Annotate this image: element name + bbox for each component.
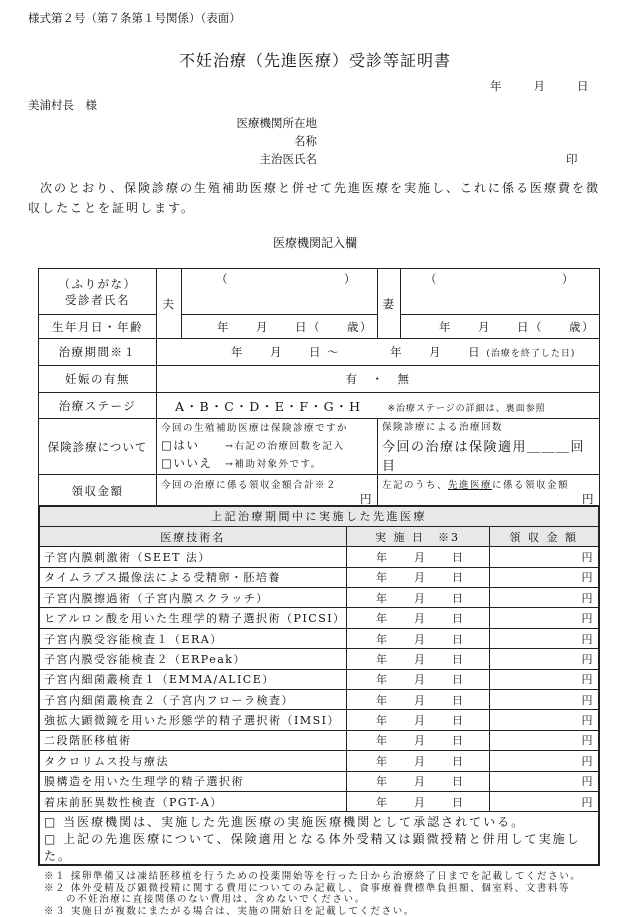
technique-name: ヒアルロン酸を用いた生理学的精子選択術（PICSI） — [39, 608, 346, 628]
month-label: 月 — [414, 571, 427, 585]
year-label: 年 — [376, 632, 389, 646]
year-label: 年 — [376, 571, 389, 585]
date-field[interactable] — [346, 608, 489, 628]
table-row — [39, 567, 599, 587]
amount-field[interactable]: 円 — [489, 669, 599, 689]
no-checkbox[interactable]: □いいえ — [161, 456, 213, 470]
patient-info-table — [38, 268, 600, 508]
month-label: 月 — [414, 734, 427, 748]
paren-open: （ — [425, 272, 438, 286]
approval-check-row[interactable] — [39, 812, 599, 830]
note-1: ※１ 採卵準備又は凍結胚移植を行うための投薬開始等を行った日から治療終了日までを記載してください。 — [44, 871, 582, 882]
amount-label: 領収金額 — [39, 475, 157, 508]
day-label: 日 — [452, 591, 465, 605]
day-label: 日 — [452, 673, 465, 687]
month-label: 月 — [414, 775, 427, 789]
table-row — [39, 669, 599, 689]
yes-checkbox[interactable]: □はい — [161, 438, 200, 452]
amount-field[interactable]: 円 — [489, 567, 599, 587]
year-label: 年 — [376, 734, 389, 748]
month-label: 月 — [414, 550, 427, 564]
year-label: 年 — [376, 652, 389, 666]
date-field[interactable] — [346, 588, 489, 608]
amount-field[interactable]: 円 — [489, 628, 599, 648]
addressee: 美浦村長 様 — [28, 98, 97, 112]
underlined-term: 先進医療 — [448, 480, 493, 491]
approval-checkbox[interactable]: □ 上記の先進医療について、保険適用となる体外受精又は顕微授精と併用して実施した。 — [39, 830, 599, 865]
header-technique: 医療技術名 — [39, 526, 346, 546]
day-label: 日 — [452, 714, 465, 728]
table-row — [39, 608, 599, 628]
advanced-amount-field[interactable] — [378, 475, 600, 508]
paren-close: ） — [344, 272, 357, 286]
month-label: 月 — [414, 714, 427, 728]
date-field[interactable] — [346, 628, 489, 648]
stage-options: A・B・C・D・E・F・G・H — [175, 398, 362, 414]
technique-name: 子宮内細菌叢検査２（子宮内フローラ検査） — [39, 690, 346, 710]
insurance-count-label: 保険診療による治療回数 — [382, 422, 504, 433]
table-row — [39, 588, 599, 608]
amount-field[interactable]: 円 — [489, 547, 599, 567]
period-field[interactable] — [157, 339, 600, 366]
amount-field[interactable]: 円 — [489, 730, 599, 750]
husband-name-field[interactable] — [182, 269, 378, 315]
insurance-no-option[interactable] — [161, 455, 373, 473]
day-label: 日 — [577, 79, 589, 93]
stage-label: 治療ステージ — [39, 393, 157, 419]
month-label: 月 — [414, 673, 427, 687]
doctor-name-label: 主治医氏名 — [259, 152, 317, 166]
pregnancy-field[interactable]: 有 ・ 無 — [157, 366, 600, 393]
form-number: 様式第２号（第７条第１号関係）（表面） — [28, 11, 241, 25]
header-date: 実 施 日 ※3 — [346, 526, 489, 546]
year-label: 年 — [376, 795, 389, 809]
institution-name-label: 名称 — [294, 134, 317, 148]
day-label: 日 — [452, 775, 465, 789]
year-label: 年 — [376, 591, 389, 605]
year-label: 年 — [376, 693, 389, 707]
date-field[interactable] — [346, 547, 489, 567]
pregnancy-label: 妊娠の有無 — [39, 366, 157, 393]
suffix: に係る領収金額 — [492, 480, 570, 491]
section-title: 医療機関記入欄 — [272, 236, 357, 250]
advanced-amount-label — [382, 477, 595, 491]
date-field[interactable] — [346, 567, 489, 587]
month-label: 月 — [414, 632, 427, 646]
year-label: 年 — [490, 79, 502, 93]
year-label: 年 — [376, 673, 389, 687]
technique-name: 子宮内細菌叢検査１（EMMA/ALICE） — [39, 669, 346, 689]
month-label: 月 — [414, 612, 427, 626]
yen-label: 円 — [360, 492, 373, 506]
technique-name: 二段階胚移植術 — [39, 730, 346, 750]
approval-check-row[interactable] — [39, 830, 599, 865]
table-row — [39, 710, 599, 730]
date-field[interactable] — [346, 669, 489, 689]
month-label: 月 — [414, 591, 427, 605]
birth-label: 生年月日・年齢 — [39, 315, 157, 339]
technique-name: 子宮内膜受容能検査１（ERA） — [39, 628, 346, 648]
year-label: 年 — [376, 714, 389, 728]
month-label: 月 — [533, 79, 545, 93]
amount-field[interactable]: 円 — [489, 710, 599, 730]
note-2: ※２ 体外受精及び顕微授精に関する費用についてのみ記載し、食事療養費標準負担額、個室料、文書料等 — [44, 882, 571, 894]
day-label: 日 — [452, 652, 465, 666]
date-field[interactable] — [346, 751, 489, 771]
year-label: 年 — [376, 550, 389, 564]
month-label: 月 — [414, 754, 427, 768]
stage-field[interactable] — [157, 393, 600, 419]
husband-label: 夫 — [157, 269, 182, 339]
day-label: 日 — [452, 795, 465, 809]
note-2-cont: の不妊治療に直接関係のない費用は、含めないでください。 — [66, 894, 366, 905]
date-field[interactable] — [346, 710, 489, 730]
period-label: 治療期間※１ — [39, 339, 157, 366]
table-row — [39, 730, 599, 750]
header-amount: 領 収 金 額 — [489, 526, 599, 546]
date-field[interactable] — [346, 791, 489, 811]
amount-field[interactable]: 円 — [489, 751, 599, 771]
amount-field[interactable]: 円 — [489, 771, 599, 791]
year-label: 年 — [376, 754, 389, 768]
insurance-count-cell[interactable] — [378, 419, 600, 475]
insurance-label: 保険診療について — [39, 419, 157, 475]
advanced-table-title: 上記治療期間中に実施した先進医療 — [39, 506, 599, 526]
table-row — [39, 771, 599, 791]
table-row — [39, 547, 599, 567]
day-label: 日 — [452, 734, 465, 748]
insurance-yes-option[interactable] — [161, 437, 373, 455]
table-row — [39, 791, 599, 811]
technique-name: 着床前胚異数性検査（PGT-A） — [39, 791, 346, 811]
day-label: 日 — [452, 612, 465, 626]
wife-label: 妻 — [378, 269, 401, 339]
date-field[interactable] — [346, 649, 489, 669]
technique-name: 子宮内膜擦過術（子宮内膜スクラッチ） — [39, 588, 346, 608]
total-amount-field[interactable] — [157, 475, 378, 508]
year-label: 年 — [376, 775, 389, 789]
table-row — [39, 690, 599, 710]
day-label: 日 — [452, 754, 465, 768]
stage-note: ※治療ステージの詳細は、裏面参照 — [387, 403, 546, 414]
month-label: 月 — [414, 795, 427, 809]
insurance-question-cell — [157, 419, 378, 475]
day-label: 日 — [452, 693, 465, 707]
period-note: (治療を終了した日) — [486, 349, 576, 359]
technique-name: タクロリムス投与療法 — [39, 751, 346, 771]
year-label: 年 — [376, 612, 389, 626]
paren-close: ） — [562, 272, 575, 286]
day-label: 日 — [452, 571, 465, 585]
institution-address-label: 医療機関所在地 — [236, 116, 317, 130]
intro-line-1: 次のとおり、保険診療の生殖補助医療と併せて先進医療を実施し、これに係る医療費を徴 — [40, 181, 601, 195]
month-label: 月 — [414, 693, 427, 707]
yes-note: →右記の治療回数を記入 — [225, 441, 345, 452]
month-label: 月 — [414, 652, 427, 666]
amount-field[interactable]: 円 — [489, 588, 599, 608]
total-amount-label: 今回の治療に係る領収金額合計※２ — [161, 480, 338, 491]
day-label: 日 — [452, 550, 465, 564]
insurance-question: 今回の生殖補助医療は保険診療ですか — [161, 423, 349, 434]
date-field[interactable] — [346, 771, 489, 791]
day-label: 日 — [452, 632, 465, 646]
prefix: 左記のうち、 — [382, 480, 449, 491]
wife-birth-field[interactable]: 年 月 日（ 歳） — [401, 315, 600, 339]
approval-checkbox[interactable]: □ 当医療機関は、実施した先進医療の実施医療機関として承認されている。 — [39, 812, 599, 830]
no-note: →補助対象外です。 — [225, 459, 322, 470]
name-label: 受診者氏名 — [65, 292, 130, 307]
name-label-cell — [39, 269, 157, 315]
furigana-label: （ふりがな） — [58, 276, 137, 291]
table-row — [39, 751, 599, 771]
paren-open: （ — [216, 272, 229, 286]
period-to: 年 月 日 — [390, 345, 482, 359]
amount-field[interactable]: 円 — [489, 791, 599, 811]
amount-field[interactable]: 円 — [489, 608, 599, 628]
yen-label: 円 — [582, 492, 595, 506]
date-field[interactable] — [346, 690, 489, 710]
table-row — [39, 628, 599, 648]
technique-name: 子宮内膜刺激術（SEET 法） — [39, 547, 346, 567]
technique-name: 膜構造を用いた生理学的精子選択術 — [39, 771, 346, 791]
intro-line-2: 収したことを証明します。 — [28, 201, 196, 215]
seal-label: 印 — [566, 152, 578, 166]
advanced-medicine-table — [38, 505, 600, 866]
note-3: ※３ 実施日が複数にまたがる場合は、実施の開始日を記載してください。 — [44, 905, 415, 917]
date-field[interactable] — [346, 730, 489, 750]
husband-birth-field[interactable]: 年 月 日（ 歳） — [182, 315, 378, 339]
amount-field[interactable]: 円 — [489, 690, 599, 710]
issue-date — [490, 78, 589, 94]
wife-name-field[interactable] — [401, 269, 600, 315]
insurance-count-text: 今回の治療は保険適用＿＿＿回目 — [382, 440, 586, 474]
amount-field[interactable]: 円 — [489, 649, 599, 669]
table-row — [39, 649, 599, 669]
technique-name: 強拡大顕微鏡を用いた形態学的精子選択術（IMSI） — [39, 710, 346, 730]
technique-name: 子宮内膜受容能検査２（ERPeak） — [39, 649, 346, 669]
page-title: 不妊治療（先進医療）受診等証明書 — [178, 51, 451, 70]
technique-name: タイムラプス撮像法による受精卵・胚培養 — [39, 567, 346, 587]
period-from: 年 月 日 ～ — [231, 345, 341, 359]
